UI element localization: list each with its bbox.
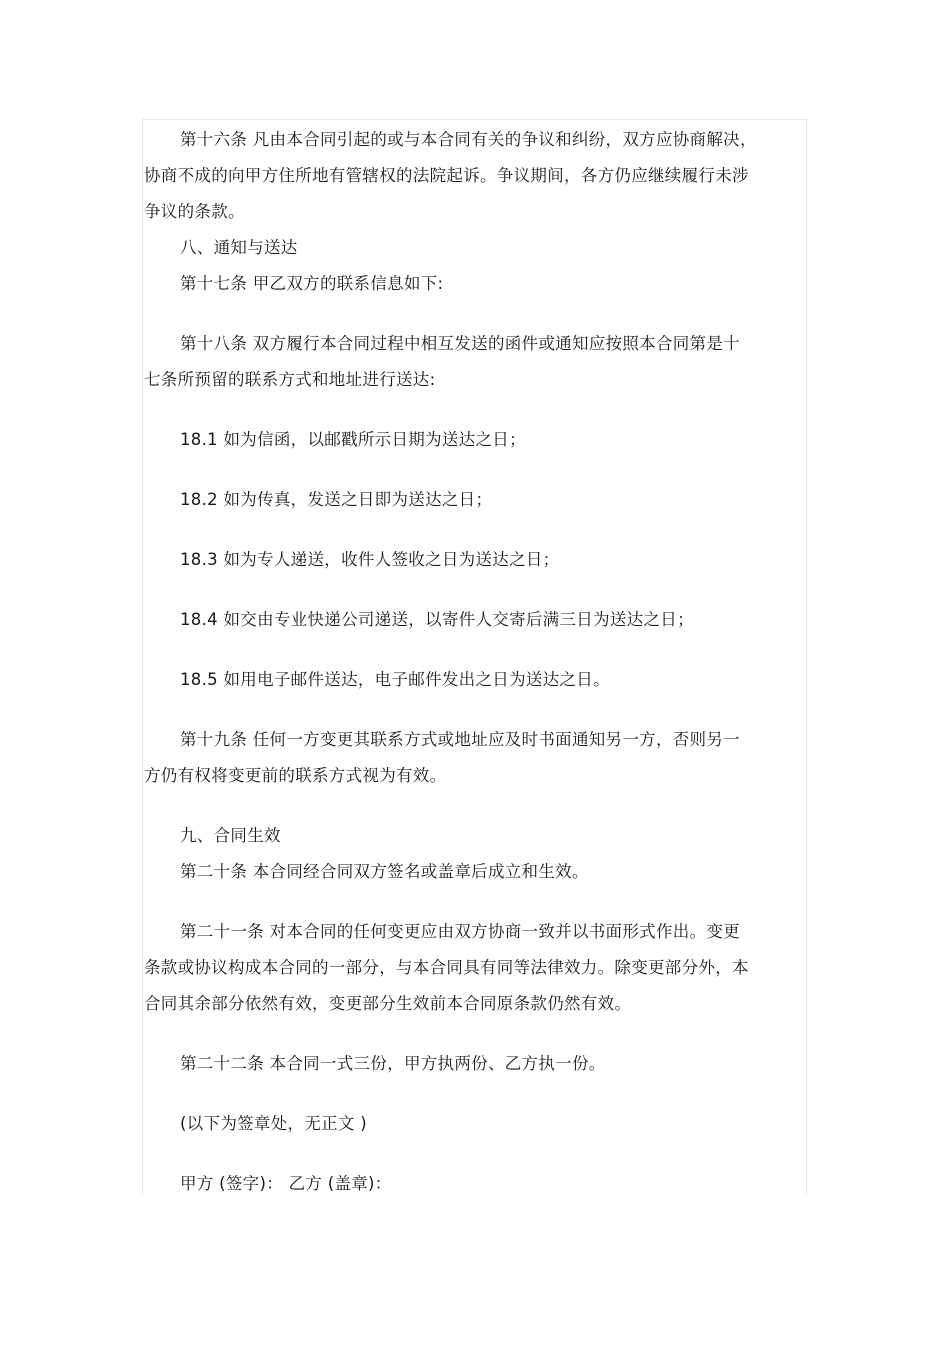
article-21-line-3: 合同其余部分依然有效，变更部分生效前本合同原条款仍然有效。 [144, 994, 632, 1013]
signature-parties: 甲方 (签字)： 乙方 (盖章)： [180, 1174, 392, 1193]
article-16-line-3: 争议的条款。 [144, 202, 245, 221]
section-8-heading: 八、通知与送达 [180, 238, 298, 257]
clause-18-5: 18.5 如用电子邮件送达，电子邮件发出之日为送达之日。 [180, 670, 610, 689]
article-18-line-2: 七条所预留的联系方式和地址进行送达: [144, 370, 436, 389]
article-16-line-2: 协商不成的向甲方住所地有管辖权的法院起诉。争议期间，各方仍应继续履行未涉 [144, 166, 749, 185]
clause-18-3: 18.3 如为专人递送，收件人签收之日为送达之日； [180, 550, 560, 569]
article-22-line-1: 第二十二条 本合同一式三份，甲方执两份、乙方执一份。 [180, 1054, 606, 1073]
article-16-line-1: 第十六条 凡由本合同引起的或与本合同有关的争议和纠纷，双方应协商解决， [180, 130, 757, 149]
signature-notice: (以下为签章处，无正文 ) [180, 1114, 368, 1133]
article-17-line-1: 第十七条 甲乙双方的联系信息如下: [180, 274, 444, 293]
article-21-line-1: 第二十一条 对本合同的任何变更应由双方协商一致并以书面形式作出。变更 [180, 922, 740, 941]
article-18-line-1: 第十八条 双方履行本合同过程中相互发送的函件或通知应按照本合同第是十 [180, 334, 740, 353]
clause-18-1: 18.1 如为信函，以邮戳所示日期为送达之日； [180, 430, 526, 449]
article-19-line-1: 第十九条 任何一方变更其联系方式或地址应及时书面通知另一方，否则另一 [180, 730, 740, 749]
article-21-line-2: 条款或协议构成本合同的一部分，与本合同具有同等法律效力。除变更部分外，本 [144, 958, 749, 977]
article-20-line-1: 第二十条 本合同经合同双方签名或盖章后成立和生效。 [180, 862, 589, 881]
clause-18-4: 18.4 如交由专业快递公司递送，以寄件人交寄后满三日为送达之日； [180, 610, 694, 629]
article-19-line-2: 方仍有权将变更前的联系方式视为有效。 [144, 766, 447, 785]
section-9-heading: 九、合同生效 [180, 826, 281, 845]
clause-18-2: 18.2 如为传真，发送之日即为送达之日； [180, 490, 493, 509]
